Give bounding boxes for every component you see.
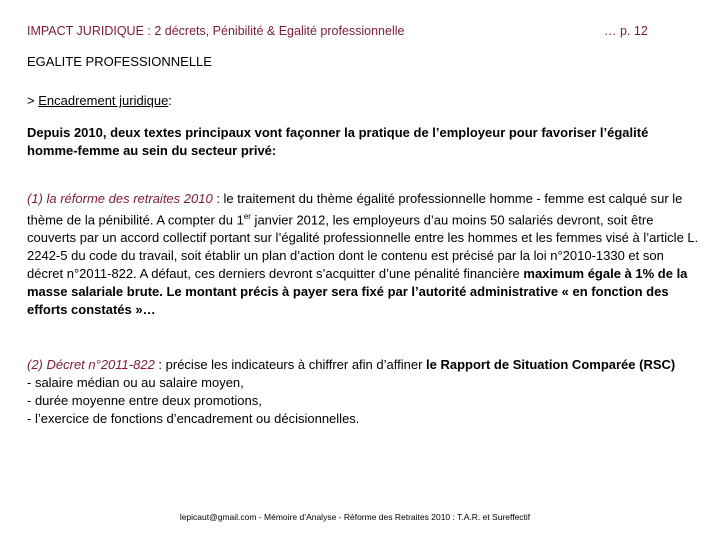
decree-2-text: : précise les indicateurs à chiffrer afin d’affiner xyxy=(154,357,427,372)
decree-1-title: (1) la réforme des retraites 2010 xyxy=(27,191,213,206)
section-heading: EGALITE PROFESSIONNELLE xyxy=(27,54,212,69)
legal-framework-heading xyxy=(27,93,172,108)
framework-suffix: : xyxy=(168,93,172,108)
decree-2-bold-text: le Rapport de Situation Comparée (RSC) xyxy=(426,357,676,372)
intro-paragraph: Depuis 2010, deux textes principaux vont façonner la pratique de l’employeur pour favoriser l’égalité homme-femme au sein du secteur privé: xyxy=(27,125,649,158)
page-reference: … p. 12 xyxy=(604,24,648,38)
decree-2-title: (2) Décret n°2011-822 xyxy=(27,357,155,372)
decree-1-bold-text: maximum égale à 1% de la masse salariale brute. Le montant précis à payer sera fixé par l’autorité administrative « en fonction des efforts constatés »… xyxy=(27,266,688,318)
indicator-item: - l’exercice de fonctions d’encadrement ou décisionnelles. xyxy=(27,411,360,426)
framework-prefix: > xyxy=(27,93,39,108)
decree-1-text-b: janvier 2012, les employeurs d’au moins 50 salariés devront, soit être couverts par un accord collectif portant sur l’égalité professionnelle entre les hommes et les femmes visé à l’article L. 2242-5 du code du travail, soit établir un plan d’action dont le contenu est précisé par la loi n°2010-1330 et son décret n°2011-822. A défaut, ces derniers devront s’acquitter d’une pénalité financière xyxy=(27,212,699,282)
indicator-item: - durée moyenne entre deux promotions, xyxy=(27,393,262,408)
header-title: IMPACT JURIDIQUE : 2 décrets, Pénibilité & Egalité professionnelle xyxy=(27,24,405,38)
footer xyxy=(0,512,720,522)
decree-1-text-a: : le traitement du thème égalité professionnelle homme - femme est calqué sur le thème de la pénibilité. A compter du 1 xyxy=(27,191,683,228)
decree-2-paragraph xyxy=(27,356,699,428)
decree-1-paragraph xyxy=(27,190,699,319)
decree-1-superscript: er xyxy=(243,212,251,221)
footer-text: lepicaut@gmail.com - Mémoire d’Analyse - Réforme des Retraites 2010 : T.A.R. et Sureffectif xyxy=(179,512,531,522)
framework-label: Encadrement juridique xyxy=(38,93,169,108)
indicator-item: - salaire médian ou au salaire moyen, xyxy=(27,375,244,390)
